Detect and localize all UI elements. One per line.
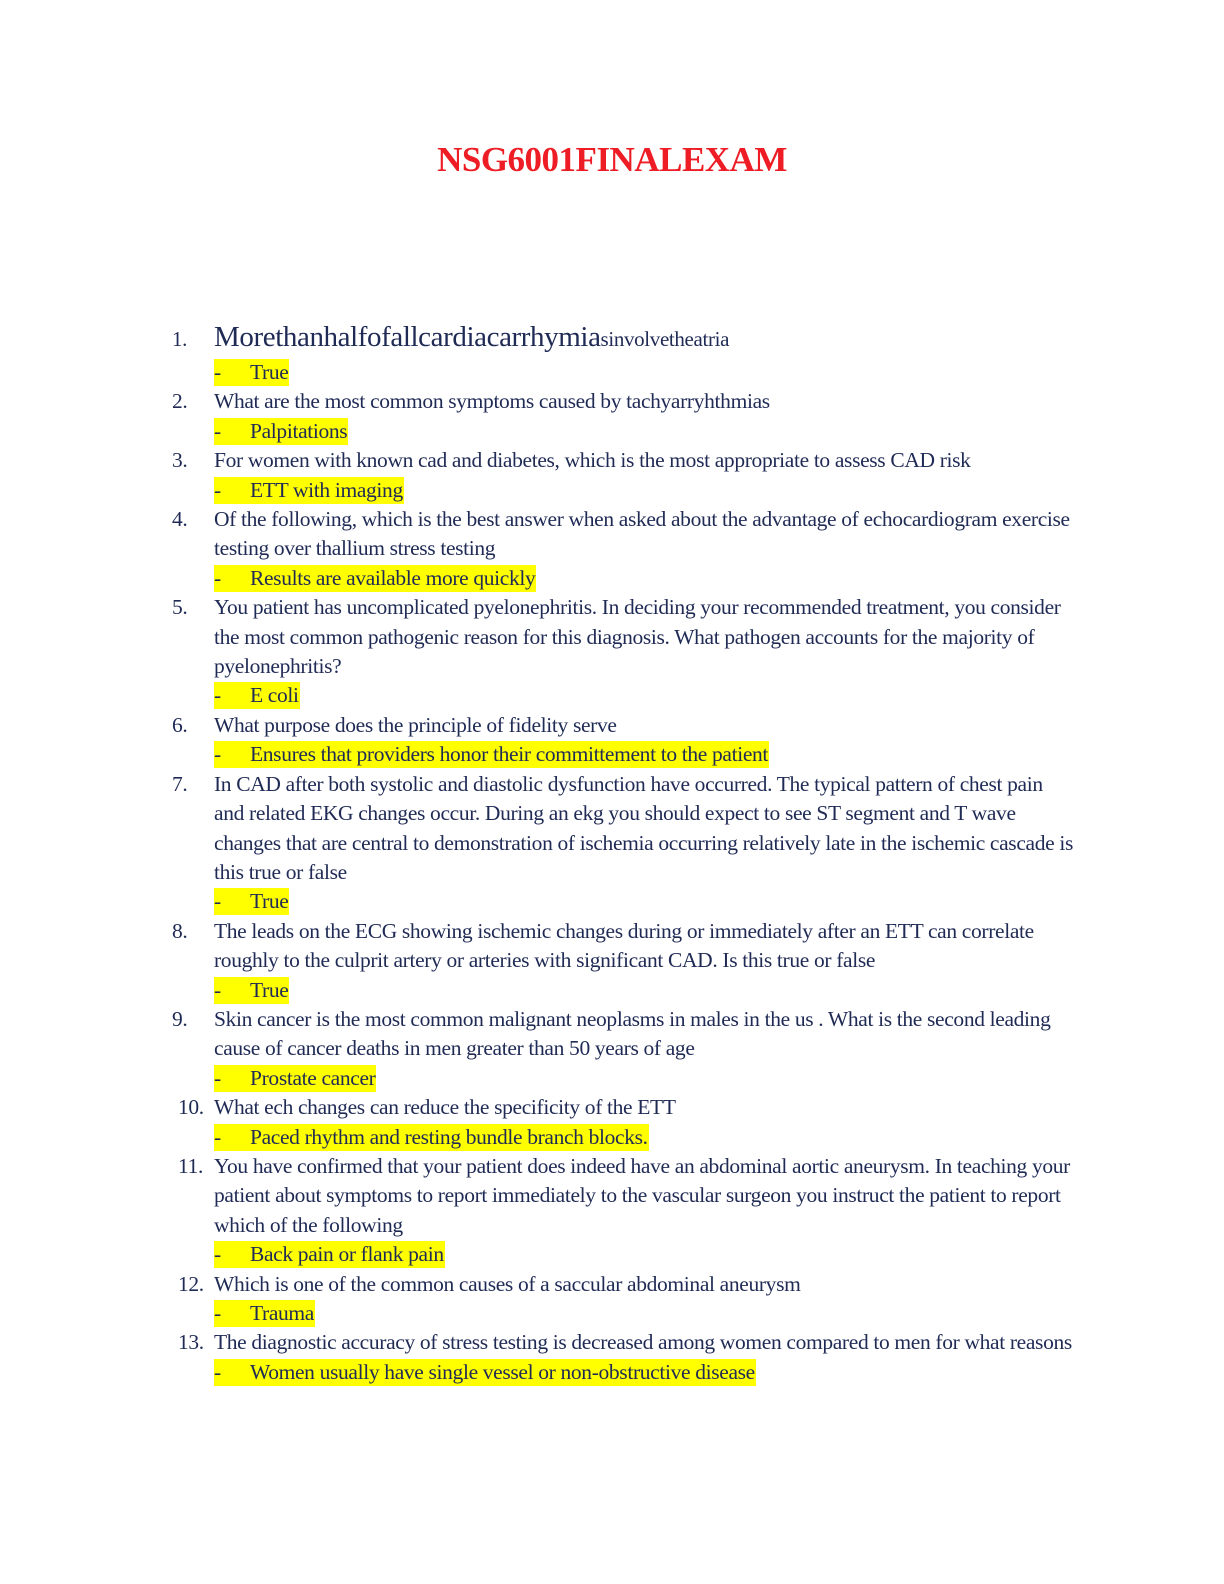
question-item [0, 1005, 1074, 1093]
question-text: What purpose does the principle of fidelity serve [214, 712, 617, 737]
question-text: You have confirmed that your patient does indeed have an abdominal aortic aneurysm. In teaching your patient about symptoms to report immediately to the vascular surgeon you instruct the patient to report which of the following [214, 1153, 1070, 1237]
question-item [0, 917, 1074, 1005]
question-number: 8. [172, 918, 188, 943]
question-number: 10. [178, 1095, 204, 1120]
answer: - Trauma [214, 1301, 314, 1325]
question-text: The leads on the ECG showing ischemic changes during or immediately after an ETT can correlate roughly to the culprit artery or arteries with significant CAD. Is this true or false [214, 918, 1034, 973]
question-number: 6. [172, 712, 188, 737]
question-number: 12. [178, 1271, 204, 1296]
answer: - True [214, 977, 289, 1002]
answer: - Paced rhythm and resting bundle branch blocks. [214, 1124, 648, 1149]
question-text: What are the most common symptoms caused by tachyarryhthmias [214, 389, 770, 414]
question-list [0, 318, 1224, 1387]
question-item [0, 593, 1074, 711]
question-text: What ech changes can reduce the specificity of the ETT [214, 1095, 676, 1120]
question-text: For women with known cad and diabetes, which is the most appropriate to assess CAD risk [214, 448, 971, 473]
answer: - E coli [214, 683, 299, 708]
question-number: 9. [172, 1006, 188, 1031]
answer: - Palpitations [214, 418, 348, 443]
answer: - Women usually have single vessel or non-obstructive disease [214, 1359, 755, 1384]
question-text: Morethanhalfofallcardiacarrhymiasinvolvetheatria [214, 321, 730, 353]
question-text: You patient has uncomplicated pyelonephritis. In deciding your recommended treatment, you consider the most common pathogenic reason for this diagnosis. What pathogen accounts for the majority of pyelonephritis? [214, 595, 1061, 679]
question-number: 2. [172, 389, 188, 414]
answer: - True [214, 360, 289, 384]
question-item [0, 446, 1074, 505]
question-number: 5. [172, 595, 188, 620]
question-item [0, 770, 1074, 917]
question-text: Which is one of the common causes of a saccular abdominal aneurysm [214, 1271, 801, 1296]
question-number: 3. [172, 448, 188, 473]
question-text: In CAD after both systolic and diastolic dysfunction have occurred. The typical pattern of chest pain and related EKG changes occur. During an ekg you should expect to see ST segment and T wave changes that are central to demonstration of ischemia occurring relatively late in the ischemic cascade is this true or false [214, 771, 1073, 884]
question-text: Skin cancer is the most common malignant neoplasms in males in the us . What is the second leading cause of cancer deaths in men greater than 50 years of age [214, 1006, 1051, 1061]
question-item [0, 505, 1074, 593]
question-item [0, 1152, 1074, 1270]
question-item [0, 711, 1074, 770]
question-item [0, 1093, 1074, 1152]
answer: - Ensures that providers honor their committement to the patient [214, 742, 769, 767]
question-item [0, 1270, 1074, 1329]
question-item [0, 387, 1074, 446]
question-text: The diagnostic accuracy of stress testing is decreased among women compared to men for what reasons [214, 1330, 1072, 1355]
answer: - Back pain or flank pain [214, 1242, 444, 1267]
question-text: Of the following, which is the best answer when asked about the advantage of echocardiogram exercise testing over thallium stress testing [214, 507, 1070, 561]
answer: - Results are available more quickly [214, 565, 536, 590]
question-number: 7. [172, 771, 188, 796]
answer: - ETT with imaging [214, 477, 403, 502]
question-item [0, 1328, 1074, 1387]
question-item [0, 318, 1074, 387]
page-title: NSG6001FINALEXAM [437, 140, 787, 179]
question-number: 4. [172, 507, 188, 532]
question-number: 1. [172, 327, 188, 351]
answer: - True [214, 889, 289, 914]
answer: - Prostate cancer [214, 1065, 376, 1090]
question-number: 13. [178, 1330, 204, 1355]
question-number: 11. [178, 1153, 204, 1178]
